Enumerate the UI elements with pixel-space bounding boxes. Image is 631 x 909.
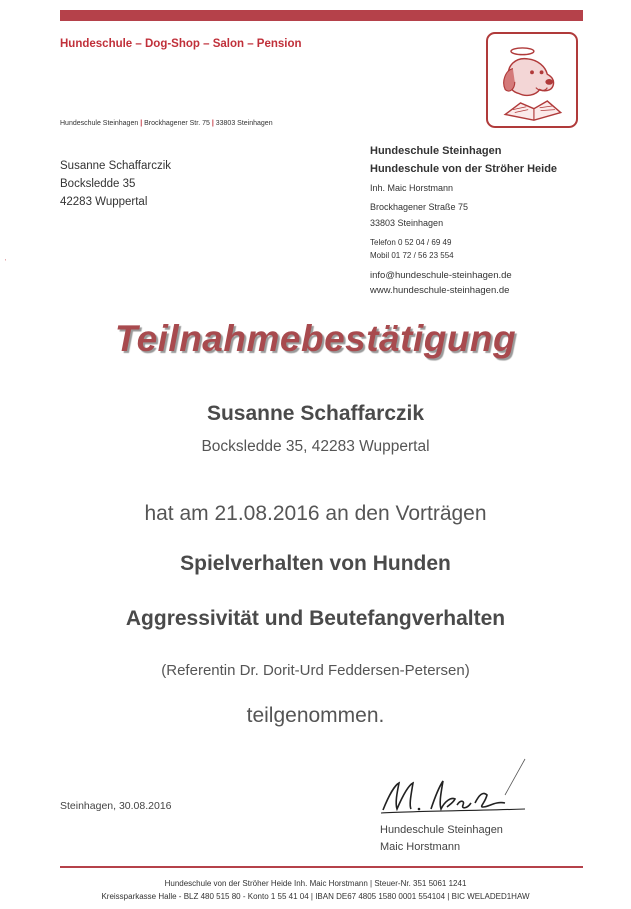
participant-address: Bocksledde 35, 42283 Wuppertal — [201, 438, 430, 455]
company-tagline: Hundeschule – Dog-Shop – Salon – Pension — [60, 38, 302, 50]
dog-with-book-icon — [488, 34, 576, 126]
lecture-topic-2: Aggressivität und Beutefangverhalten — [125, 607, 506, 630]
signatory-company: Hundeschule Steinhagen — [380, 824, 503, 836]
company-email: info@hundeschule-steinhagen.de — [370, 270, 512, 281]
place-and-date: Steinhagen, 30.08.2016 — [60, 800, 172, 812]
footer-bank-details: Kreissparkasse Halle - BLZ 480 515 80 - Konto 1 55 41 04 | IBAN DE67 4805 1580 0001 554104 | BIC WELADED1HAW — [101, 892, 530, 901]
lecturer-note: (Referentin Dr. Dorit-Urd Feddersen-Petersen) — [161, 662, 470, 679]
top-accent-bar — [60, 10, 583, 21]
lecture-topic-1: Spielverhalten von Hunden — [180, 552, 451, 575]
recipient-city: 42283 Wuppertal — [60, 196, 148, 208]
recipient-address — [60, 157, 171, 211]
sender-address-line — [60, 120, 273, 127]
signatory-block — [380, 822, 503, 856]
footer-company-tax: Hundeschule von der Ströher Heide Inh. Maic Horstmann | Steuer-Nr. 351 5061 1241 — [164, 879, 467, 888]
sender-street: Brockhagener Str. 75 — [144, 120, 210, 127]
sender-city: 33803 Steinhagen — [215, 120, 273, 127]
company-city: 33803 Steinhagen — [370, 218, 444, 228]
footer-divider — [60, 866, 583, 868]
signatory-person: Maic Horstmann — [380, 841, 461, 853]
recipient-street: Bocksledde 35 — [60, 178, 136, 190]
company-mobile: Mobil 01 72 / 56 23 554 — [370, 251, 454, 260]
company-website: www.hundeschule-steinhagen.de — [370, 285, 510, 296]
company-phone: Telefon 0 52 04 / 69 49 — [370, 238, 452, 247]
company-name-1: Hundeschule Steinhagen — [370, 145, 502, 157]
separator: | — [140, 120, 143, 127]
company-owner: Inh. Maic Horstmann — [370, 183, 454, 193]
company-name-2: Hundeschule von der Ströher Heide — [370, 163, 558, 175]
handwritten-signature — [375, 755, 535, 825]
document-title: Teilnahmebestätigung — [114, 318, 517, 359]
separator: | — [211, 120, 214, 127]
dog-school-logo — [486, 32, 578, 128]
company-info — [370, 142, 557, 298]
attendance-closing: teilgenommen. — [246, 704, 385, 727]
participant-name: Susanne Schaffarczik — [206, 402, 425, 425]
recipient-name: Susanne Schaffarczik — [60, 160, 172, 172]
sender-name: Hundeschule Steinhagen — [60, 120, 139, 127]
margin-mark: ˈ — [4, 258, 7, 267]
company-street: Brockhagener Straße 75 — [370, 202, 469, 212]
attendance-statement: hat am 21.08.2016 an den Vorträgen — [144, 502, 487, 525]
